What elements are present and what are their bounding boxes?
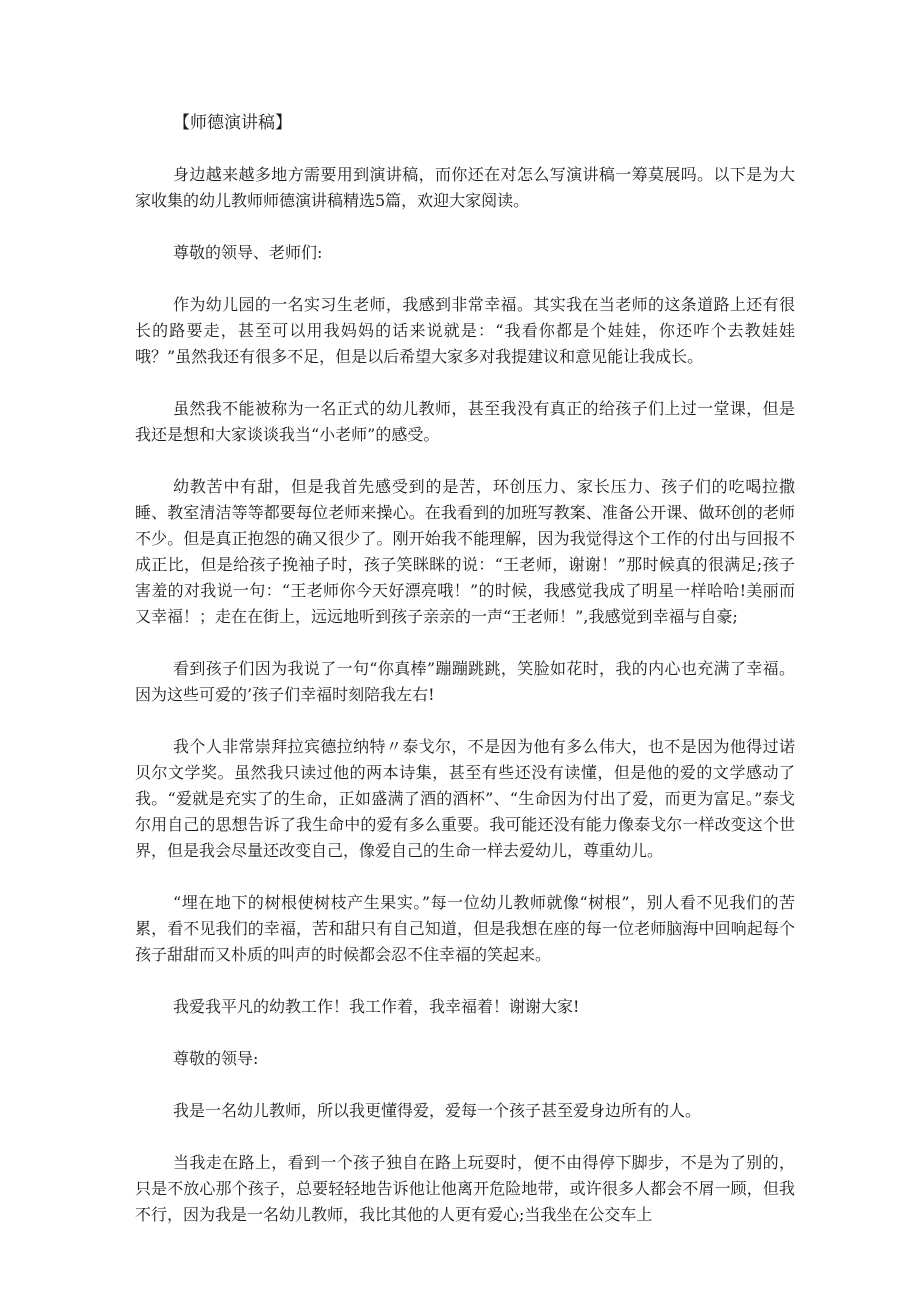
closing-paragraph: 我爱我平凡的幼教工作！我工作着，我幸福着！谢谢大家! <box>173 997 580 1016</box>
body-paragraph: 我是一名幼儿教师，所以我更懂得爱，爱每一个孩子甚至爱身边所有的人。 <box>173 1101 702 1120</box>
document-title: 【师德演讲稿】 <box>173 113 292 133</box>
body-paragraph: 作为幼儿园的一名实习生老师，我感到非常幸福。其实我在当老师的这条道路上还有很长的路要走，甚至可以用我妈妈的话来说就是：“我看你都是个娃娃，你还咋个去教娃娃哦？”虽然我还有很多不足，但是以后希望大家多对我提建议和意见能让我成长。 <box>135 295 795 366</box>
body-paragraph: “埋在地下的树根使树枝产生果实。”每一位幼儿教师就像“树根”，别人看不见我们的苦累，看不见我们的幸福，苦和甜只有自己知道，但是我想在座的每一位老师脑海中回响起每个孩子甜甜而又朴质的叫声的时候都会忍不住幸福的笑起来。 <box>135 893 795 964</box>
body-paragraph: 虽然我不能被称为一名正式的幼儿教师，甚至我没有真正的给孩子们上过一堂课，但是我还是想和大家谈谈我当“小老师”的感受。 <box>135 399 795 444</box>
document-body <box>135 110 795 1254</box>
salutation: 尊敬的领导: <box>173 1049 259 1068</box>
body-paragraph: 看到孩子们因为我说了一句“你真棒”蹦蹦跳跳，笑脸如花时，我的内心也充满了幸福。因为这些可爱的’孩子们幸福时刻陪我左右! <box>135 659 795 704</box>
salutation: 尊敬的领导、老师们: <box>173 243 323 262</box>
body-paragraph: 当我走在路上，看到一个孩子独自在路上玩耍时，便不由得停下脚步，不是为了别的，只是不放心那个孩子，总要轻轻地告诉他让他离开危险地带，或许很多人都会不屑一顾，但我不行，因为我是一名幼儿教师，我比其他的人更有爱心;当我坐在公交车上 <box>135 1153 795 1224</box>
intro-paragraph: 身边越来越多地方需要用到演讲稿，而你还在对怎么写演讲稿一筹莫展吗。以下是为大家收集的幼儿教师师德演讲稿精选5篇，欢迎大家阅读。 <box>135 165 795 210</box>
body-paragraph: 我个人非常崇拜拉宾德拉纳特〃泰戈尔，不是因为他有多么伟大，也不是因为他得过诺贝尔文学奖。虽然我只读过他的两本诗集，甚至有些还没有读懂，但是他的爱的文学感动了我。“爱就是充实了的生命，正如盛满了酒的酒杯”、“生命因为付出了爱，而更为富足。”泰戈尔用自己的思想告诉了我生命中的爱有多么重要。我可能还没有能力像泰戈尔一样改变这个世界，但是我会尽量还改变自己，像爱自己的生命一样去爱幼儿，尊重幼儿。 <box>135 737 795 860</box>
body-paragraph: 幼教苦中有甜，但是我首先感受到的是苦，环创压力、家长压力、孩子们的吃喝拉撒睡、教室清洁等等都要每位老师来操心。在我看到的加班写教案、准备公开课、做环创的老师不少。但是真正抱怨的确又很少了。刚开始我不能理解，因为我觉得这个工作的付出与回报不成正比，但是给孩子挽袖子时，孩子笑眯眯的说：“王老师，谢谢！”那时候真的很满足;孩子害羞的对我说一句：“王老师你今天好漂亮哦！”的时候，我感觉我成了明星一样哈哈!美丽而又幸福！；走在在街上，远远地听到孩子亲亲的一声“王老师！”,我感觉到幸福与自豪; <box>135 477 795 626</box>
